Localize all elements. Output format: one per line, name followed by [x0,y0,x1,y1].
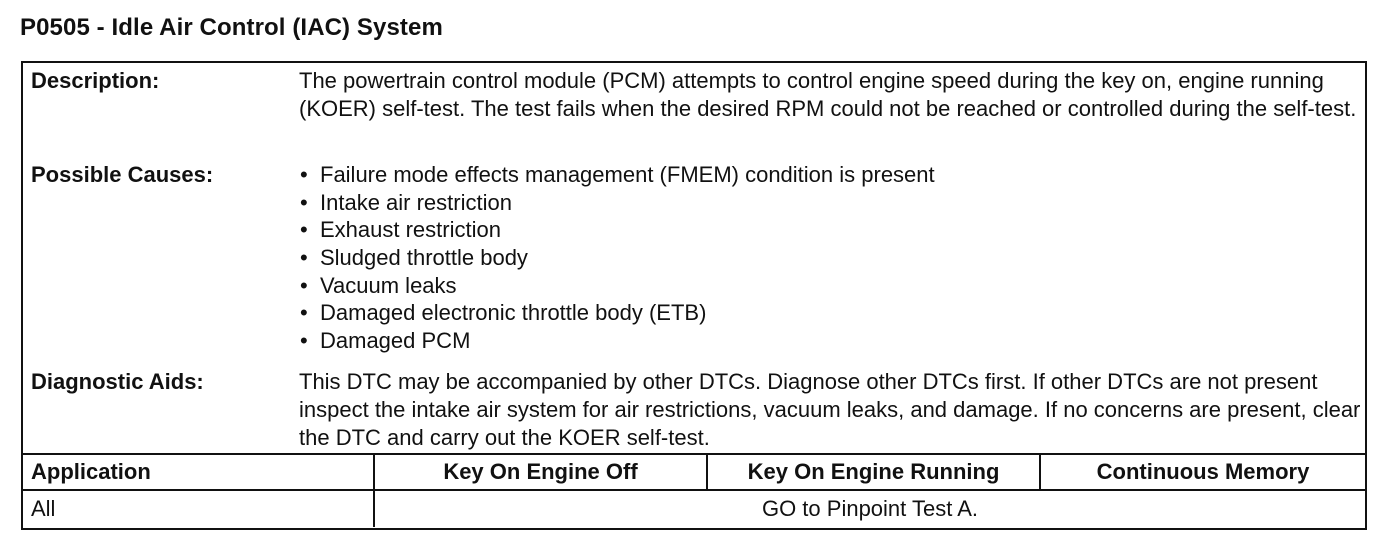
bullet-icon: • [300,217,308,243]
header-continuous-memory: Continuous Memory [1040,454,1365,490]
list-item: • Intake air restriction [300,189,512,215]
bullet-icon: • [300,272,308,298]
cell-action: GO to Pinpoint Test A. [374,490,1365,527]
cell-application: All [23,490,374,527]
possible-causes-label: Possible Causes: [31,162,214,187]
list-item: • Exhaust restriction [300,217,501,243]
bullet-icon: • [300,189,308,215]
list-item: • Vacuum leaks [300,272,457,298]
diagnostic-aids-label: Diagnostic Aids: [31,369,204,394]
header-application: Application [23,454,374,490]
list-item: • Sludged throttle body [300,245,528,271]
description-label: Description: [31,68,160,93]
bullet-icon: • [300,162,308,187]
bullet-icon: • [300,245,308,271]
page-title: P0505 - Idle Air Control (IAC) System [20,14,443,41]
header-key-on-engine-off: Key On Engine Off [374,454,707,490]
dtc-info-box [21,61,1367,530]
bullet-icon: • [300,328,308,354]
table-header-row [23,454,1365,490]
application-table [23,453,1365,527]
table-row [23,490,1365,527]
bullet-icon: • [300,300,308,326]
list-item: • Failure mode effects management (FMEM) condition is present [300,162,935,187]
header-key-on-engine-running: Key On Engine Running [707,454,1040,490]
list-item: • Damaged electronic throttle body (ETB) [300,300,707,326]
list-item: • Damaged PCM [300,328,471,354]
diagnostic-aids-text: This DTC may be accompanied by other DTCs. Diagnose other DTCs first. If other DTCs are not present inspect the intake air system for air restrictions, vacuum leaks, and damage. If no concerns are present, clear the DTC and carry out the KOER self-test. [299,369,1361,450]
possible-causes-list [299,161,1361,355]
description-text: The powertrain control module (PCM) attempts to control engine speed during the key on, engine running (KOER) self-test. The test fails when the desired RPM could not be reached or controlled during the self-test. [299,68,1357,121]
